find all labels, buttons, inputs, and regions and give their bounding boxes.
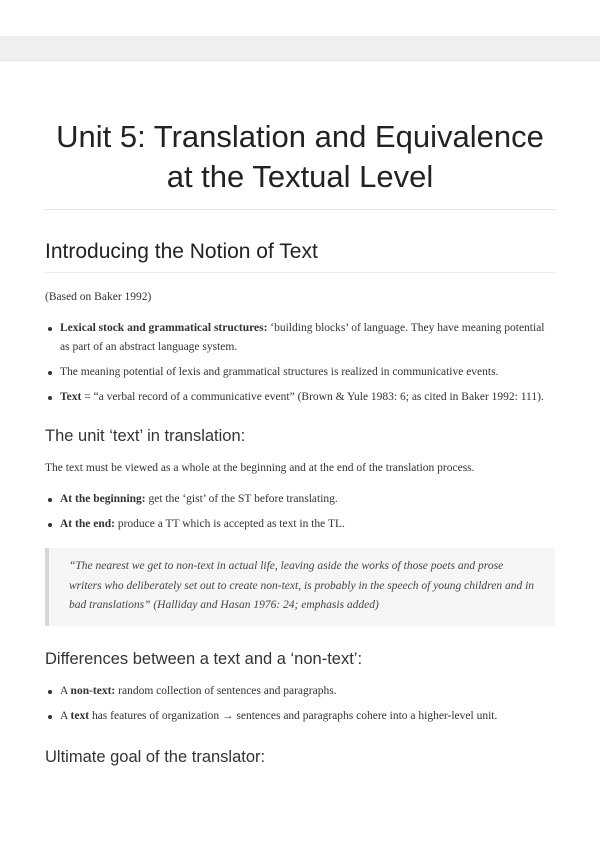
- item-term: Text: [60, 391, 82, 403]
- list-item: [60, 319, 555, 357]
- item-term: text: [70, 709, 90, 722]
- subheading-goal: Ultimate goal of the translator:: [45, 747, 266, 766]
- list-item: [60, 515, 555, 534]
- list-item: [60, 707, 555, 726]
- document-page: [45, 60, 555, 768]
- subheading-differences: Differences between a text and a ‘non-text’:: [45, 649, 363, 668]
- differences-list: [45, 682, 555, 726]
- text-notion-list: [45, 319, 555, 407]
- source-note: (Based on Baker 1992): [45, 291, 152, 303]
- item-term: non-text:: [70, 684, 116, 697]
- item-term: At the beginning:: [60, 493, 146, 505]
- item-text: produce a TT which is accepted as text in the TL.: [114, 518, 345, 530]
- halliday-quote: [45, 548, 555, 626]
- item-text: = “a verbal record of a communicative event” (Brown & Yule 1983: 6; as cited in Baker 1992: 111).: [81, 391, 544, 403]
- list-item: [60, 363, 555, 382]
- page-title: Unit 5: Translation and Equivalence at the Textual Level: [45, 117, 555, 210]
- list-item: [60, 682, 555, 701]
- section-heading: Introducing the Notion of Text: [45, 238, 555, 273]
- list-item: [60, 490, 555, 509]
- unit-text-list: [45, 490, 555, 534]
- top-toolbar: [0, 36, 600, 61]
- item-term: Lexical stock and grammatical structures:: [60, 322, 268, 334]
- item-prefix: A: [60, 709, 71, 722]
- item-text: The meaning potential of lexis and grammatical structures is realized in communicative events.: [60, 366, 499, 378]
- item-text: ‘building blocks’ of language. They have meaning potential as part of an abstract language system.: [60, 322, 545, 353]
- item-prefix: A: [60, 684, 71, 697]
- list-item: [60, 388, 555, 407]
- item-text: get the ‘gist’ of the ST before translating.: [145, 493, 338, 505]
- item-text: has features of organization → sentences and paragraphs cohere into a higher-level unit.: [89, 709, 498, 722]
- item-text: random collection of sentences and paragraphs.: [115, 684, 337, 697]
- item-term: At the end:: [60, 518, 115, 530]
- subheading-unit-text: The unit ‘text’ in translation:: [45, 427, 246, 445]
- quote-text: “The nearest we get to non-text in actual life, leaving aside the works of those poets and prose writers who deliberately set out to create non-text, is probably in the speech of young children and in bad translations” (Halliday and Hasan 1976: 24; emphasis added): [69, 560, 535, 611]
- unit-text-intro: The text must be viewed as a whole at the beginning and at the end of the translation process.: [45, 462, 475, 474]
